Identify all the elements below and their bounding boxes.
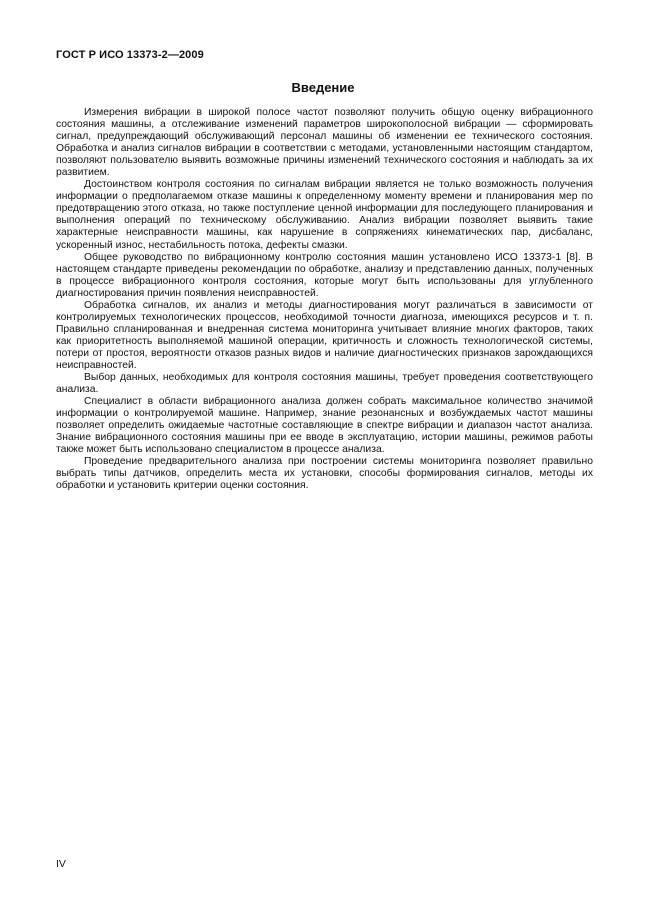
section-title: Введение [291,80,355,95]
paragraph-2: Достоинством контроля состояния по сигналам вибрации является не только возможность получения информации о предполагаемом отказе машины к определенному моменту времени и планирования мер по предотвращению этого отказа, но также поступление ценной информации для последующего планирования и выполнения операций по техническому обслуживанию. Анализ вибрации позволяет выявить такие характерные неисправности машины, как нарушение в сопряжениях кинематических пар, дисбаланс, ускоренный износ, нестабильность потока, дефекты смазки. [56,179,593,251]
paragraph-4: Обработка сигналов, их анализ и методы диагностирования могут различаться в зависимости от контролируемых технологических процессов, необходимой точности диагноза, имеющихся ресурсов и т. п. Правильно спланированная и внедренная система мониторинга учитывает влияние многих факторов, таких как приоритетность выполняемой машиной операции, критичность и сложность технологической системы, потери от простоя, вероятности отказов разных видов и наличие диагностических признаков зарождающихся неисправностей. [56,299,593,371]
page-number: IV [56,858,66,870]
paragraph-6: Специалист в области вибрационного анализа должен собрать максимальное количество значимой информации о контролируемой машине. Например, знание резонансных и возбуждаемых частот машины позволяет определить ожидаемые частотные составляющие в спектре вибрации и диапазон частот анализа. Знание вибрационного состояния машины при ее вводе в эксплуатацию, истории машины, режимов работы также может быть использовано специалистом в процессе анализа. [56,396,593,456]
introduction-body [56,107,593,493]
paragraph-5: Выбор данных, необходимых для контроля состояния машины, требует проведения соответствующего анализа. [56,372,593,396]
paragraph-7: Проведение предварительного анализа при построении системы мониторинга позволяет правильно выбрать типы датчиков, определить места их установки, способы формирования сигналов, методы их обработки и установить критерии оценки состояния. [56,456,593,492]
standard-designation: ГОСТ Р ИСО 13373-2—2009 [56,49,204,61]
paragraph-1: Измерения вибрации в широкой полосе частот позволяют получить общую оценку вибрационного состояния машины, а отслеживание изменений параметров широкополосной вибрации — сформировать сигнал, предупреждающий обслуживающий персонал машины об изменении ее технического состояния. Обработка и анализ сигналов вибрации в соответствии с методами, установленными настоящим стандартом, позволяют пользователю выявить возможные причины изменений технического состояния и наблюдать за их развитием. [56,107,593,179]
paragraph-3: Общее руководство по вибрационному контролю состояния машин установлено ИСО 13373-1 [8]. В настоящем стандарте приведены рекомендации по обработке, анализу и представлению данных, полученных в процессе вибрационного контроля состояния, которые могут быть использованы для углубленного диагностирования причин появления неисправностей. [56,251,593,299]
